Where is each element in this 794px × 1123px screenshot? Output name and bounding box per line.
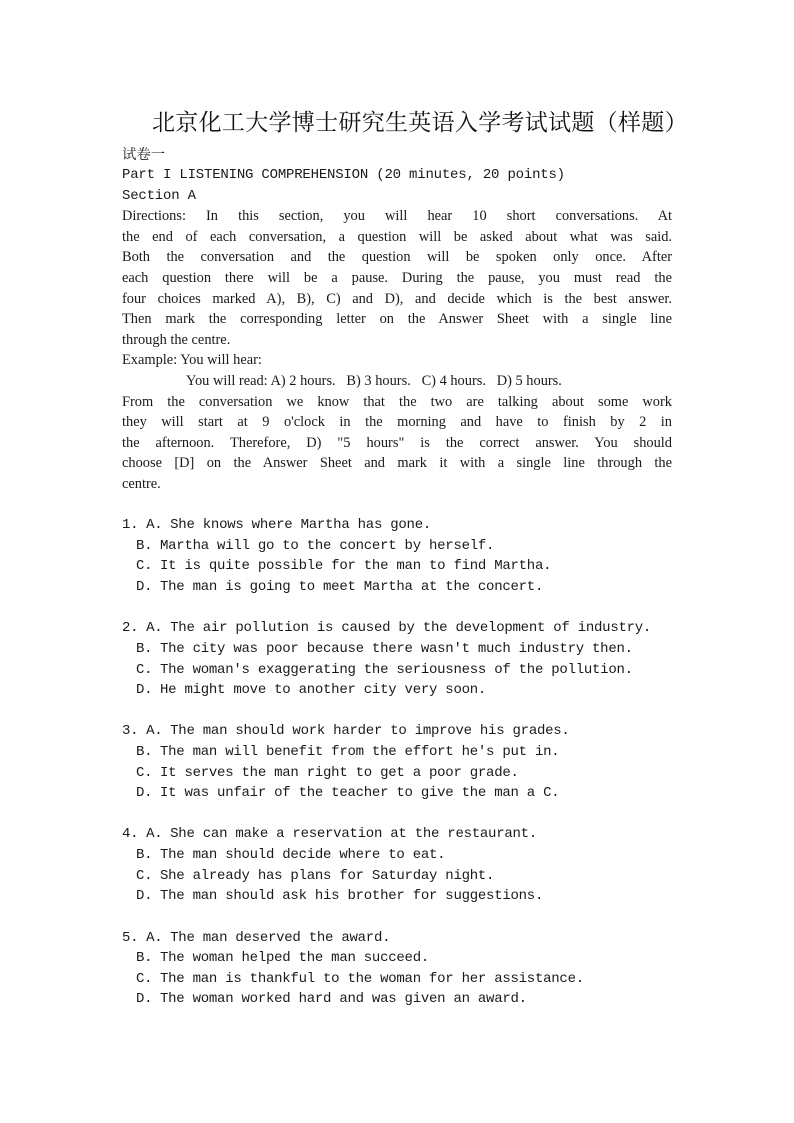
option-text: The man should ask his brother for suggestions.	[160, 888, 544, 904]
question-option-a	[122, 824, 537, 845]
question-option-d	[136, 680, 486, 701]
directions-line: Directions: In this section, you will hear 10 short conversations. At	[122, 208, 672, 224]
question-option-d	[136, 577, 543, 598]
question-option-c	[136, 556, 551, 577]
option-label: A.	[146, 620, 163, 636]
option-text: The man is going to meet Martha at the concert.	[160, 579, 544, 595]
section-heading: Section A	[122, 188, 196, 204]
question-option-b	[136, 948, 429, 969]
question-option-c	[136, 660, 633, 681]
option-label: A.	[146, 517, 163, 533]
option-text: The woman helped the man succeed.	[160, 950, 429, 966]
option-label: C.	[136, 868, 153, 884]
question-number: 2.	[122, 620, 139, 636]
option-text: The woman worked hard and was given an award.	[160, 991, 527, 1007]
option-text: The city was poor because there wasn't much industry then.	[160, 641, 633, 657]
option-text: It was unfair of the teacher to give the man a C.	[160, 785, 560, 801]
directions-line: Then mark the corresponding letter on the Answer Sheet with a single line	[122, 311, 672, 327]
option-text: She knows where Martha has gone.	[170, 517, 431, 533]
option-label: D.	[136, 579, 153, 595]
example-line: From the conversation we know that the two are talking about some work	[122, 394, 672, 410]
question-option-a	[122, 928, 390, 949]
option-text: The man should decide where to eat.	[160, 847, 446, 863]
option-label: B.	[136, 641, 153, 657]
option-text: She already has plans for Saturday night.	[160, 868, 495, 884]
question-option-b	[136, 742, 559, 763]
option-label: C.	[136, 662, 153, 678]
question-option-d	[136, 886, 543, 907]
option-text: It serves the man right to get a poor grade.	[160, 765, 519, 781]
example-line: Example: You will hear:	[122, 352, 262, 368]
option-text: The man is thankful to the woman for her assistance.	[160, 971, 584, 987]
option-text: The air pollution is caused by the development of industry.	[170, 620, 652, 636]
directions-line: Both the conversation and the question will be spoken only once. After	[122, 249, 672, 265]
paper-label: 试卷一	[122, 147, 166, 163]
question-number: 3.	[122, 723, 139, 739]
option-label: A.	[146, 723, 163, 739]
option-text: The man will benefit from the effort he's put in.	[160, 744, 560, 760]
option-label: C.	[136, 971, 153, 987]
option-label: D.	[136, 888, 153, 904]
option-label: C.	[136, 765, 153, 781]
option-label: A.	[146, 826, 163, 842]
example-line: choose [D] on the Answer Sheet and mark it with a single line through the	[122, 455, 672, 471]
option-text: Martha will go to the concert by herself.	[160, 538, 495, 554]
option-label: B.	[136, 538, 153, 554]
example-line: the afternoon. Therefore, D) "5 hours" is the correct answer. You should	[122, 435, 672, 451]
question-number: 5.	[122, 930, 139, 946]
option-text: He might move to another city very soon.	[160, 682, 487, 698]
document-title: 北京化工大学博士研究生英语入学考试试题（样题）	[152, 110, 688, 135]
question-option-c	[136, 763, 519, 784]
example-line: they will start at 9 o'clock in the morning and have to finish by 2 in	[122, 414, 672, 430]
directions-line: through the centre.	[122, 332, 231, 348]
option-text: The man should work harder to improve his grades.	[170, 723, 570, 739]
option-label: B.	[136, 847, 153, 863]
question-option-b	[136, 845, 445, 866]
question-option-a	[122, 721, 570, 742]
question-option-d	[136, 989, 527, 1010]
question-option-a	[122, 515, 431, 536]
option-text: She can make a reservation at the restaurant.	[170, 826, 537, 842]
option-label: B.	[136, 950, 153, 966]
option-label: D.	[136, 682, 153, 698]
option-label: D.	[136, 785, 153, 801]
question-option-c	[136, 969, 584, 990]
question-option-a	[122, 618, 651, 639]
question-option-d	[136, 783, 559, 804]
option-label: A.	[146, 930, 163, 946]
option-text: The woman's exaggerating the seriousness of the pollution.	[160, 662, 633, 678]
option-label: D.	[136, 991, 153, 1007]
example-line: centre.	[122, 476, 161, 492]
question-option-c	[136, 866, 494, 887]
option-label: C.	[136, 558, 153, 574]
question-number: 1.	[122, 517, 139, 533]
directions-line: the end of each conversation, a question will be asked about what was said.	[122, 229, 672, 245]
part-heading: Part I LISTENING COMPREHENSION (20 minutes, 20 points)	[122, 167, 565, 183]
option-text: The man deserved the award.	[170, 930, 391, 946]
directions-line: four choices marked A), B), C) and D), and decide which is the best answer.	[122, 291, 672, 307]
question-number: 4.	[122, 826, 139, 842]
example-choices-line: You will read: A) 2 hours. B) 3 hours. C) 4 hours. D) 5 hours.	[186, 373, 562, 389]
option-label: B.	[136, 744, 153, 760]
question-option-b	[136, 536, 494, 557]
question-option-b	[136, 639, 633, 660]
option-text: It is quite possible for the man to find Martha.	[160, 558, 552, 574]
directions-line: each question there will be a pause. During the pause, you must read the	[122, 270, 672, 286]
